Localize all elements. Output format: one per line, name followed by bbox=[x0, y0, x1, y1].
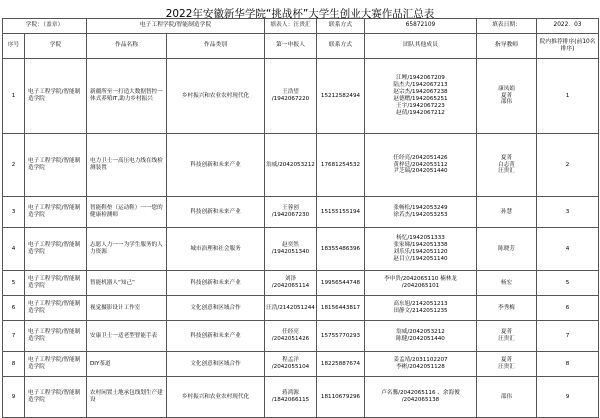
row-members bbox=[365, 321, 477, 352]
row-members bbox=[365, 228, 477, 271]
row-members-line: 翁威/2042053212 bbox=[396, 329, 445, 336]
row-applicant bbox=[265, 271, 317, 296]
row-teachers-line: 孙慧 bbox=[500, 208, 513, 215]
col-header-name: 作品名称 bbox=[87, 34, 167, 59]
row-phone: 15755770293 bbox=[317, 321, 365, 352]
row-college: 电子工程学院/智能制造学院 bbox=[25, 296, 87, 321]
row-members bbox=[365, 296, 477, 321]
row-applicant-line: 王浩望 bbox=[282, 89, 299, 96]
row-phone: 18355486396 bbox=[317, 228, 365, 271]
row-applicant bbox=[265, 228, 317, 271]
row-members-line: 黄梓廷/2042053112 bbox=[393, 161, 448, 168]
row-number: 7 bbox=[3, 321, 25, 352]
row-category: 文化创意和区域合作 bbox=[167, 296, 265, 321]
row-teachers-line: 夏菁 bbox=[500, 154, 513, 161]
row-applicant-line: /1942067220 bbox=[271, 96, 310, 102]
row-project-name: DIY茶道 bbox=[87, 352, 167, 377]
row-category: 乡村振兴和农业农村现代化 bbox=[167, 59, 265, 134]
info-row bbox=[3, 19, 599, 34]
row-teachers bbox=[477, 377, 537, 418]
row-college: 电子工程学院/智能制造学院 bbox=[25, 228, 87, 271]
row-members bbox=[365, 271, 477, 296]
row-teachers-line: 夏菁 bbox=[500, 329, 513, 336]
row-rank: 5 bbox=[537, 271, 599, 296]
row-number: 3 bbox=[3, 197, 25, 228]
row-number: 2 bbox=[3, 134, 25, 197]
row-teachers-line: 汪贵汇 bbox=[498, 336, 515, 342]
row-rank: 4 bbox=[537, 228, 599, 271]
row-applicant-line: 翁威/2042053212 bbox=[266, 161, 315, 168]
date-value: 2022．03 bbox=[537, 19, 599, 34]
row-applicant-line: 汪浩/2142051244 bbox=[266, 304, 315, 311]
row-number: 4 bbox=[3, 228, 25, 271]
row-members-line: 李彬/2042051128 bbox=[396, 364, 445, 370]
row-members-line: 尹芝瑞/2042051440 bbox=[393, 168, 448, 175]
row-teachers-line: 夏菁 bbox=[500, 357, 513, 364]
row-applicant bbox=[265, 197, 317, 228]
table-row bbox=[3, 296, 599, 321]
date-label: 填表日期： bbox=[477, 19, 537, 34]
row-number: 1 bbox=[3, 59, 25, 134]
row-members-line: 任经亮/2042051426 bbox=[393, 154, 448, 161]
table-row bbox=[3, 352, 599, 377]
row-teachers-line: 汪贵汇 bbox=[498, 168, 515, 175]
row-teachers bbox=[477, 271, 537, 296]
row-teachers bbox=[477, 228, 537, 271]
col-header-members: 团队其他成员 bbox=[365, 34, 477, 59]
row-college: 电子工程学院/智能制造学院 bbox=[25, 134, 87, 197]
row-project-name: 智能鞋垫（运动鞋）一一您的健康检测师 bbox=[87, 197, 167, 228]
row-college: 电子工程学院/智能制造学院 bbox=[25, 321, 87, 352]
row-members bbox=[365, 59, 477, 134]
row-teachers-line: 汪贵汇 bbox=[498, 364, 515, 370]
row-applicant bbox=[265, 59, 317, 134]
table-row bbox=[3, 59, 599, 134]
row-members-line: 赵目立/1942051140 bbox=[393, 255, 448, 262]
row-applicant bbox=[265, 296, 317, 321]
school-label: 学院：（盖章） bbox=[3, 19, 87, 34]
col-header-applicant: 第一申报人 bbox=[265, 34, 317, 59]
row-members-line: 刘乐乐/1942051120 bbox=[393, 249, 448, 255]
row-members bbox=[365, 352, 477, 377]
row-members-line: 高东旭/2142051213 bbox=[393, 301, 448, 308]
row-phone: 17681254532 bbox=[317, 134, 365, 197]
row-members-line: 赵倩/1942067212 bbox=[396, 109, 445, 116]
row-teachers-line: 陈晓芳 bbox=[498, 245, 515, 252]
table-row bbox=[3, 197, 599, 228]
row-applicant-line: 任经亮 bbox=[282, 329, 299, 336]
row-college: 电子工程学院/智能制造学院 bbox=[25, 59, 87, 134]
row-college: 电子工程学院/智能制造学院 bbox=[25, 377, 87, 418]
row-applicant-line: /1942051340 bbox=[271, 249, 310, 255]
row-rank: 2 bbox=[537, 134, 599, 197]
row-teachers-line: 李秀梅 bbox=[498, 304, 515, 311]
row-applicant-line: /2042065114 bbox=[271, 283, 310, 289]
row-rank: 9 bbox=[537, 377, 599, 418]
row-phone: 18225887674 bbox=[317, 352, 365, 377]
row-category: 文化创意和区域合作 bbox=[167, 352, 265, 377]
col-header-college: 学院 bbox=[25, 34, 87, 59]
row-college: 电子工程学院/智能制造学院 bbox=[25, 352, 87, 377]
row-phone: 19956544748 bbox=[317, 271, 365, 296]
row-applicant bbox=[265, 377, 317, 418]
row-members-line: 田静文/2142051235 bbox=[393, 308, 448, 314]
row-category: 城市治理和社会服务 bbox=[167, 228, 265, 271]
row-category: 科技创新和未来产业 bbox=[167, 134, 265, 197]
row-members-line: 杨忆/1942051333 bbox=[396, 235, 445, 242]
row-members-line: 姜孟靖/2031102207 bbox=[393, 357, 448, 364]
row-teachers bbox=[477, 321, 537, 352]
row-applicant-line: /2042055104 bbox=[271, 364, 310, 370]
row-category: 乡村振兴和农业农村现代化 bbox=[167, 377, 265, 418]
row-category: 科技创新和未来产业 bbox=[167, 197, 265, 228]
row-project-name: 电力卫士一高压电力线在线检测装置 bbox=[87, 134, 167, 197]
row-rank: 6 bbox=[537, 296, 599, 321]
row-applicant-line: 蒋鸿源 bbox=[282, 390, 299, 397]
filler-label: 填表人：汪贵汇 bbox=[265, 19, 317, 34]
table-row bbox=[3, 377, 599, 418]
row-phone: 15155155194 bbox=[317, 197, 365, 228]
row-members bbox=[365, 197, 477, 228]
row-rank: 7 bbox=[537, 321, 599, 352]
row-members-line: /2042065138 bbox=[401, 397, 440, 403]
row-category: 科技创新和未来产业 bbox=[167, 271, 265, 296]
row-teachers-line: 邵伟 bbox=[500, 99, 513, 106]
row-phone: 18110679296 bbox=[317, 377, 365, 418]
col-header-teachers: 指导教师 bbox=[477, 34, 537, 59]
row-members-line: 王宇/1942067223 bbox=[396, 102, 445, 109]
row-members-line: 张畅松/1942053249 bbox=[393, 205, 448, 212]
row-phone: 15212582494 bbox=[317, 59, 365, 134]
row-teachers bbox=[477, 134, 537, 197]
row-teachers-line: 杨宏 bbox=[500, 279, 513, 286]
row-teachers-line: 夏菁 bbox=[500, 92, 513, 99]
row-teachers bbox=[477, 352, 537, 377]
row-phone: 18156443817 bbox=[317, 296, 365, 321]
row-project-name: 志愿人力一一为学生服务的人力资源 bbox=[87, 228, 167, 271]
row-applicant-line: /2042051426 bbox=[271, 336, 310, 342]
row-members bbox=[365, 377, 477, 418]
row-members-line: 徐若杰/1942053253 bbox=[393, 212, 448, 218]
row-teachers-line: 康凤娟 bbox=[498, 85, 515, 92]
row-members bbox=[365, 134, 477, 197]
header-row bbox=[3, 34, 599, 59]
row-project-name: 视觉摄影设计工作室 bbox=[87, 296, 167, 321]
row-members-line: 卢名馨/2042065116 、余海俊 bbox=[381, 390, 460, 397]
row-members-line: 李申贵/2042065110 楠林龙 bbox=[384, 276, 457, 283]
row-college: 电子工程学院/智能制造学院 bbox=[25, 197, 87, 228]
row-rank: 8 bbox=[537, 352, 599, 377]
col-header-rank: 院内推荐排序(前10名排序) bbox=[537, 34, 599, 59]
summary-table bbox=[2, 18, 599, 418]
row-applicant-line: 程孟洋 bbox=[282, 357, 299, 364]
table-row bbox=[3, 321, 599, 352]
row-teachers bbox=[477, 59, 537, 134]
row-members-line: 张家娣/1942051338 bbox=[393, 242, 448, 249]
col-header-no: 序号 bbox=[3, 34, 25, 59]
row-members-line: 陈健/2042051440 bbox=[396, 336, 445, 342]
row-college: 电子工程学院/智能制造学院 bbox=[25, 271, 87, 296]
row-project-name: 智能机器人“知己” bbox=[87, 271, 167, 296]
sheet-title: 2022年安徽新华学院“挑战杯”大学生创业大赛作品汇总表 bbox=[165, 8, 435, 20]
row-applicant bbox=[265, 321, 317, 352]
row-number: 8 bbox=[3, 352, 25, 377]
row-teachers bbox=[477, 197, 537, 228]
row-members-line: 赵宗杰/1942067238 bbox=[393, 89, 448, 96]
phone-label: 联系方式 bbox=[317, 19, 365, 34]
row-number: 5 bbox=[3, 271, 25, 296]
row-applicant-line: 赵奕然 bbox=[282, 242, 299, 249]
row-number: 9 bbox=[3, 377, 25, 418]
row-members-line: /2042065101 bbox=[401, 283, 440, 289]
row-project-name: 新疆所至一打造大数据智控一体式养殖IT,助力乡村振兴 bbox=[87, 59, 167, 134]
table-row bbox=[3, 228, 599, 271]
school-value: 电子工程学院/智能制造学院 bbox=[87, 19, 265, 34]
row-teachers-line: 白志菁 bbox=[498, 161, 515, 168]
table-row bbox=[3, 134, 599, 197]
row-applicant-line: /1842066115 bbox=[271, 397, 310, 403]
phone-value: 65872109 bbox=[365, 19, 477, 34]
row-applicant-line: 刘泽 bbox=[284, 276, 297, 283]
row-applicant-line: /1942067230 bbox=[271, 212, 310, 218]
row-project-name: 农村闲置土地承包线划生产建设 bbox=[87, 377, 167, 418]
row-teachers-line: 邵伟 bbox=[500, 393, 513, 400]
row-applicant bbox=[265, 134, 317, 197]
row-members-line: 陆杰夫/1942067213 bbox=[393, 82, 448, 89]
row-members-line: 江鲤/1942067209 bbox=[396, 75, 445, 82]
row-category: 科技创新和未来产业 bbox=[167, 321, 265, 352]
row-applicant bbox=[265, 352, 317, 377]
row-project-name: 安康卫士一适老型智能手表 bbox=[87, 321, 167, 352]
row-members-line: 赵德赠/1942065251 bbox=[393, 96, 448, 102]
row-rank: 3 bbox=[537, 197, 599, 228]
table-row bbox=[3, 271, 599, 296]
row-rank: 1 bbox=[537, 59, 599, 134]
row-teachers bbox=[477, 296, 537, 321]
col-header-category: 作品类别 bbox=[167, 34, 265, 59]
row-applicant-line: 王蓉创 bbox=[282, 205, 299, 212]
col-header-phone: 联系方式 bbox=[317, 34, 365, 59]
row-number: 6 bbox=[3, 296, 25, 321]
